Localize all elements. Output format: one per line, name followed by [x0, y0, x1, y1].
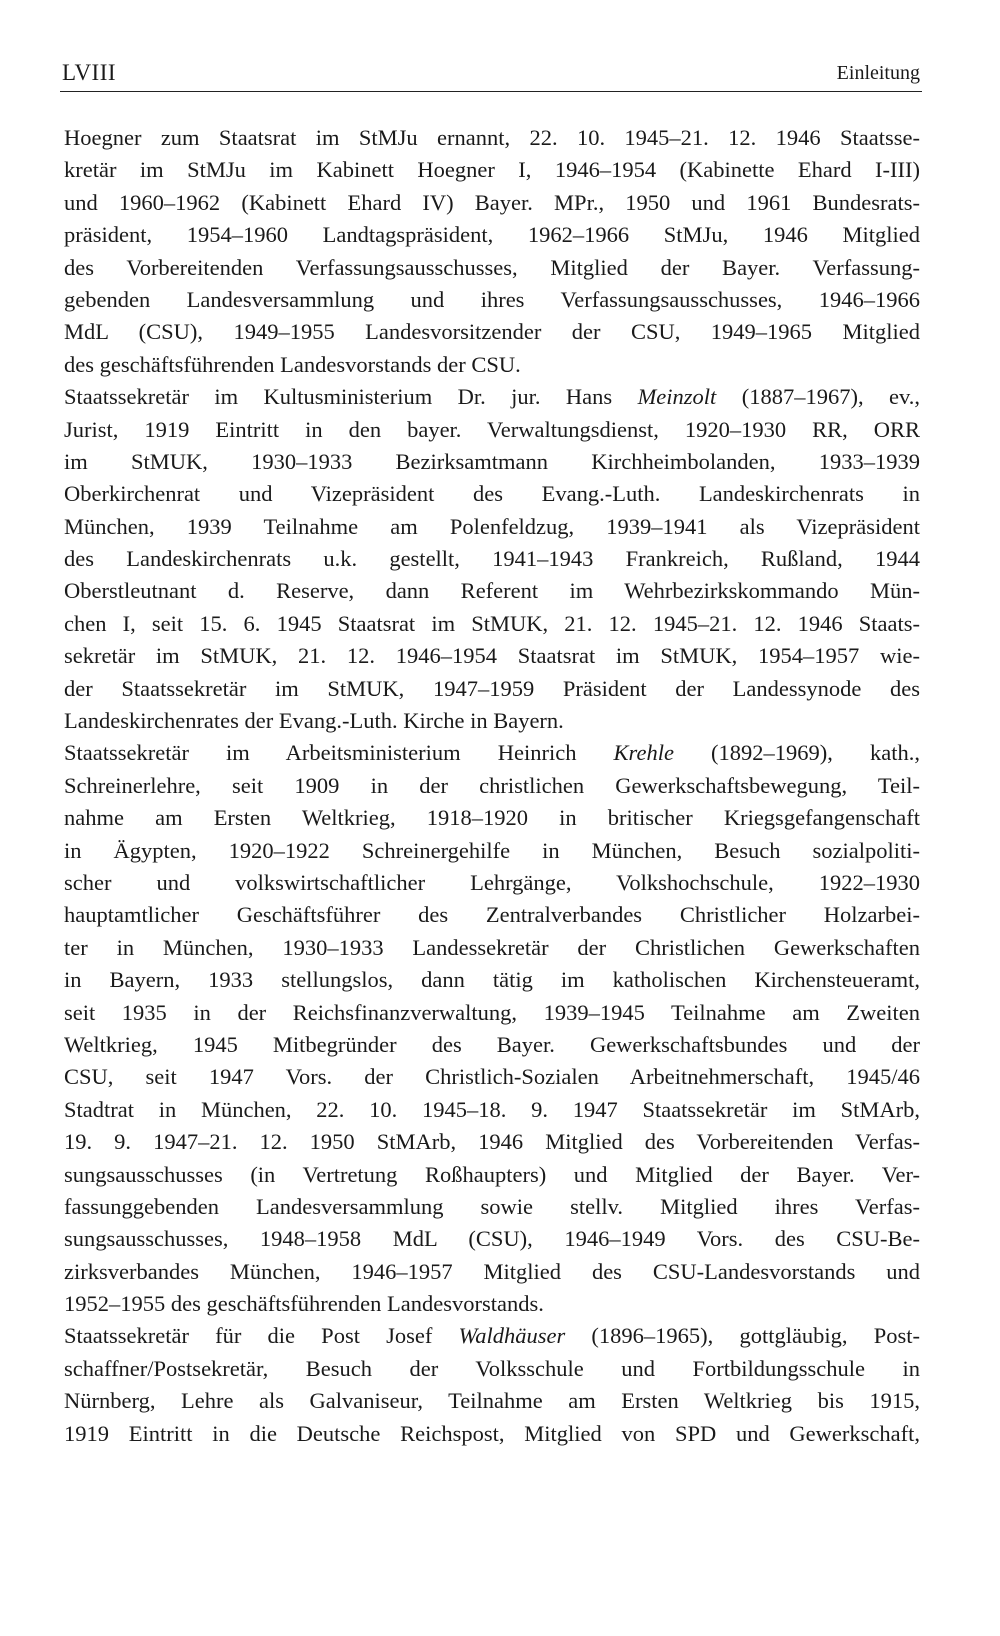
text-segment: (1887–1967), ev.,	[716, 384, 920, 410]
text-line: und 1960–1962 (Kabinett Ehard IV) Bayer. MPr., 1950 und 1961 Bundesrats-	[64, 189, 920, 215]
text-line	[64, 381, 920, 413]
text-line: Weltkrieg, 1945 Mitbegründer des Bayer. Gewerkschaftsbundes und der	[64, 1031, 920, 1057]
text-line: MdL (CSU), 1949–1955 Landesvorsitzender der CSU, 1949–1965 Mitglied	[64, 319, 920, 345]
text-line: scher und volkswirtschaftlicher Lehrgänge, Volkshochschule, 1922–1930	[64, 869, 920, 895]
text-line: des Landeskirchenrats u.k. gestellt, 1941–1943 Frankreich, Rußland, 1944	[64, 546, 920, 572]
text-line: Hoegner zum Staatsrat im StMJu ernannt, 22. 10. 1945–21. 12. 1946 Staatsse-	[64, 125, 920, 150]
text-line: 1919 Eintritt in die Deutsche Reichspost, Mitglied von SPD und Gewerkschaft,	[64, 1420, 920, 1446]
header-rule	[60, 91, 922, 92]
body-text	[64, 122, 920, 1450]
text-line: des Vorbereitenden Verfassungsausschusses, Mitglied der Bayer. Verfassung-	[64, 254, 920, 280]
text-line: präsident, 1954–1960 Landtagspräsident, 1962–1966 StMJu, 1946 Mitglied	[64, 222, 920, 248]
text-line: Jurist, 1919 Eintritt in den bayer. Verwaltungsdienst, 1920–1930 RR, ORR	[64, 416, 920, 442]
text-segment: Staatssekretär im Kultusministerium Dr. jur. Hans	[64, 384, 638, 410]
text-line: hauptamtlicher Geschäftsführer des Zentralverbandes Christlicher Holzarbei-	[64, 902, 920, 928]
text-line: chen I, seit 15. 6. 1945 Staatsrat im StMUK, 21. 12. 1945–21. 12. 1946 Staats-	[64, 610, 920, 636]
text-line: in Bayern, 1933 stellungslos, dann tätig im katholischen Kirchensteueramt,	[64, 967, 920, 993]
text-line: Landeskirchenrates der Evang.-Luth. Kirche in Bayern.	[64, 708, 564, 734]
text-line	[64, 737, 920, 769]
text-line: der Staatssekretär im StMUK, 1947–1959 Präsident der Landessynode des	[64, 675, 920, 701]
text-line: sekretär im StMUK, 21. 12. 1946–1954 Staatsrat im StMUK, 1954–1957 wie-	[64, 643, 920, 669]
text-line: in Ägypten, 1920–1922 Schreinergehilfe in München, Besuch sozialpoliti-	[64, 837, 920, 863]
text-line: Schreinerlehre, seit 1909 in der christlichen Gewerkschaftsbewegung, Teil-	[64, 772, 920, 798]
person-name: Meinzolt	[637, 384, 717, 410]
section-title: Einleitung	[836, 62, 920, 84]
text-line: gebenden Landesversammlung und ihres Verfassungsausschusses, 1946–1966	[64, 286, 920, 312]
text-segment: Staatssekretär im Arbeitsministerium Heinrich	[64, 740, 614, 766]
text-line: Nürnberg, Lehre als Galvaniseur, Teilnahme am Ersten Weltkrieg bis 1915,	[64, 1388, 920, 1414]
text-line: 19. 9. 1947–21. 12. 1950 StMArb, 1946 Mitglied des Vorbereitenden Verfas-	[64, 1129, 920, 1155]
text-line: München, 1939 Teilnahme am Polenfeldzug, 1939–1941 als Vizepräsident	[64, 513, 920, 539]
person-name: Waldhäuser	[458, 1323, 566, 1349]
text-line: 1952–1955 des geschäftsführenden Landesvorstands.	[64, 1291, 544, 1317]
text-line: CSU, seit 1947 Vors. der Christlich-Sozialen Arbeitnehmerschaft, 1945/46	[64, 1064, 920, 1090]
text-line: zirksverbandes München, 1946–1957 Mitglied des CSU-Landesvorstands und	[64, 1258, 920, 1284]
text-line: sungsausschusses (in Vertretung Roßhaupters) und Mitglied der Bayer. Ver-	[64, 1161, 920, 1187]
text-segment: (1896–1965), gottgläubig, Post-	[565, 1323, 920, 1349]
text-segment: Staatssekretär für die Post Josef	[64, 1323, 459, 1349]
text-line: Oberkirchenrat und Vizepräsident des Evang.-Luth. Landeskirchenrats in	[64, 481, 920, 507]
text-segment: (1892–1969), kath.,	[673, 740, 920, 766]
person-name: Krehle	[613, 740, 674, 766]
text-line: fassunggebenden Landesversammlung sowie stellv. Mitglied ihres Verfas-	[64, 1193, 920, 1219]
running-head	[62, 54, 920, 90]
text-line: seit 1935 in der Reichsfinanzverwaltung, 1939–1945 Teilnahme am Zweiten	[64, 999, 920, 1025]
text-line: Oberstleutnant d. Reserve, dann Referent im Wehrbezirkskommando Mün-	[64, 578, 920, 604]
text-line: im StMUK, 1930–1933 Bezirksamtmann Kirchheimbolanden, 1933–1939	[64, 448, 920, 474]
text-line: schaffner/Postsekretär, Besuch der Volksschule und Fortbildungsschule in	[64, 1355, 920, 1381]
text-line: Stadtrat in München, 22. 10. 1945–18. 9. 1947 Staatssekretär im StMArb,	[64, 1096, 920, 1122]
text-line: ter in München, 1930–1933 Landessekretär der Christlichen Gewerkschaften	[64, 934, 920, 960]
text-line	[64, 1320, 920, 1352]
text-line: nahme am Ersten Weltkrieg, 1918–1920 in britischer Kriegsgefangenschaft	[64, 805, 920, 831]
text-line: kretär im StMJu im Kabinett Hoegner I, 1946–1954 (Kabinette Ehard I-III)	[64, 157, 920, 183]
text-line: des geschäftsführenden Landesvorstands der CSU.	[64, 351, 521, 377]
text-line: sungsausschusses, 1948–1958 MdL (CSU), 1946–1949 Vors. des CSU-Be-	[64, 1226, 920, 1252]
page-number: LVIII	[62, 60, 117, 85]
